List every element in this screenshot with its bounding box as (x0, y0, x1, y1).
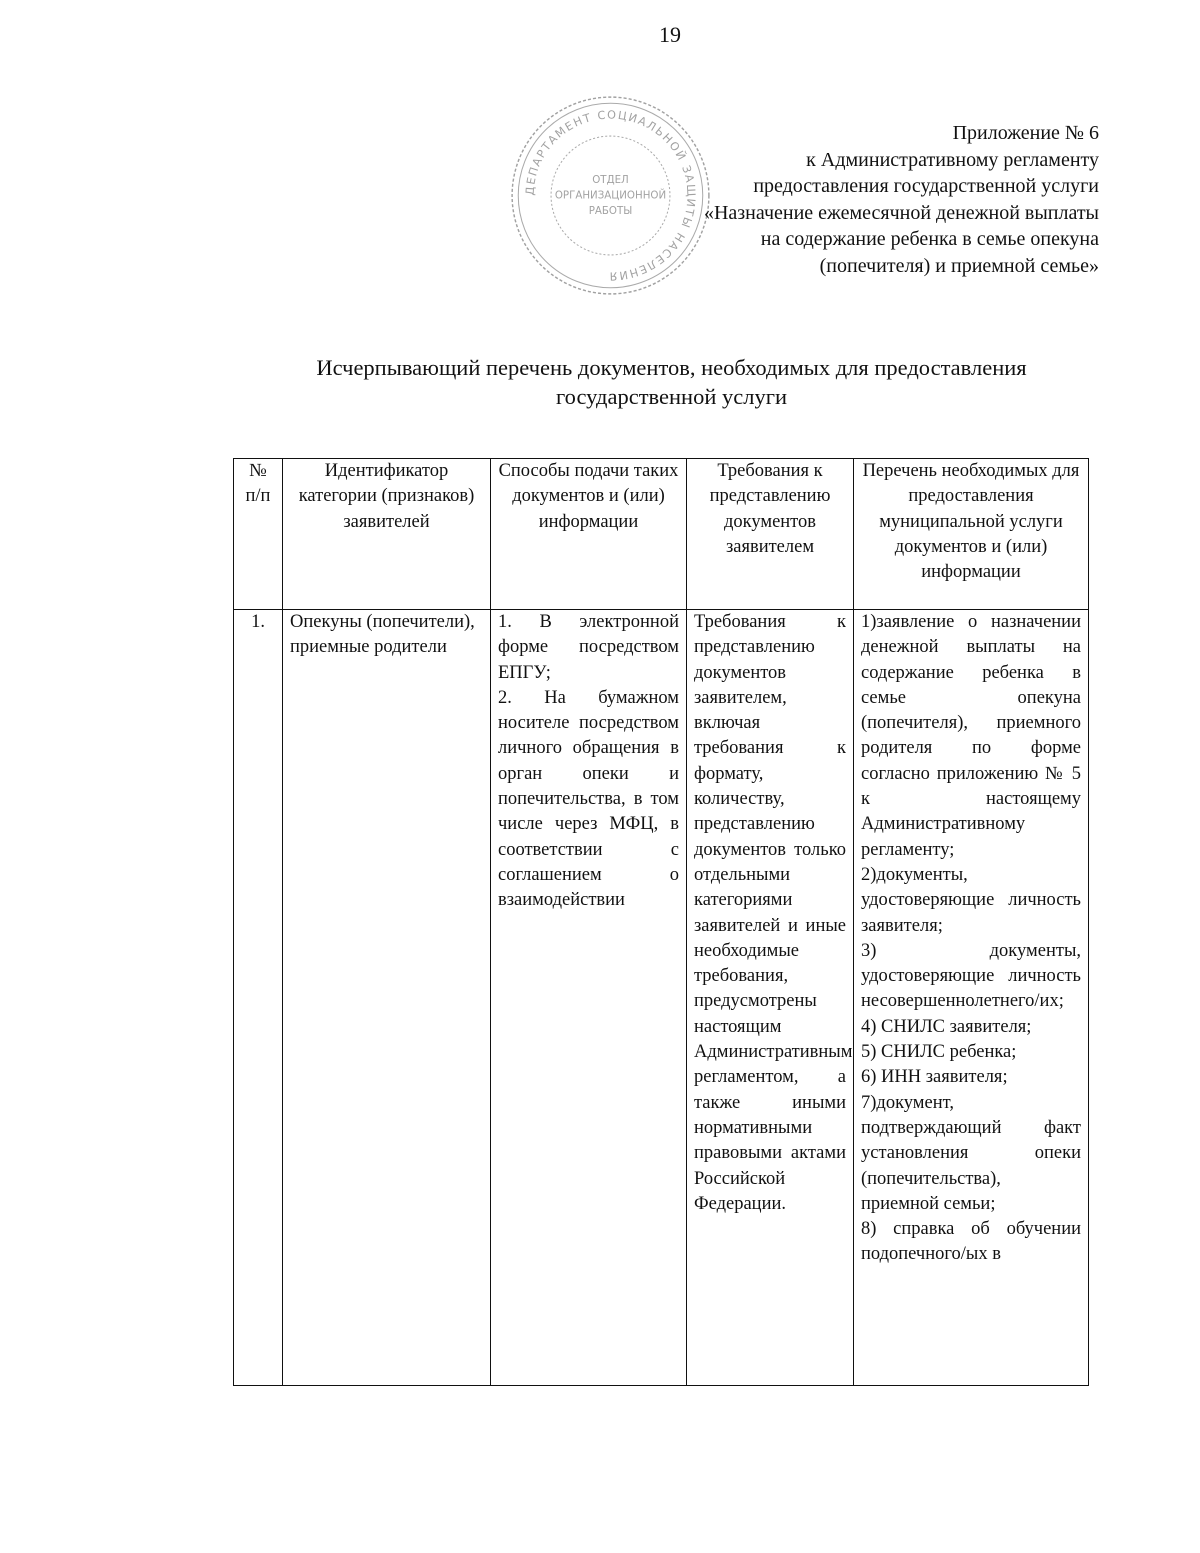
row-number: 1. (234, 610, 283, 1386)
appendix-line: «Назначение ежемесячной денежной выплаты (703, 201, 1099, 224)
organization-stamp (508, 93, 713, 298)
method-item: 1. В электронной форме посредством ЕПГУ; (498, 612, 679, 683)
appendix-line: к Административному регламенту (806, 148, 1099, 171)
document-item: 4) СНИЛС заявителя; (861, 1016, 1032, 1037)
document-item: 5) СНИЛС ребенка; (861, 1042, 1017, 1063)
appendix-line: Приложение № 6 (952, 122, 1099, 144)
appendix-line: (попечителя) и приемной семье» (819, 254, 1099, 277)
header-documents: Перечень необходимых для предоставления муниципальной услуги документов и (или) информации (854, 459, 1089, 610)
requirements-text: Требования к представлению документов заявителем, включая требования к формату, количеству, представлению документов только отдельными категориями заявителей и иные необходимые требования, предусмотрены настоящим Административным регламентом, а также иными нормативными правовыми актами Российской Федерации. (694, 612, 853, 1214)
row-methods (491, 610, 687, 1386)
stamp-line-3: РАБОТЫ (588, 204, 633, 217)
document-item: 6) ИНН заявителя; (861, 1067, 1008, 1088)
header-methods: Способы подачи таких документов и (или) информации (491, 459, 687, 610)
document-item: 7)документ, подтверждающий факт установления опеки (попечительства), приемной семьи; (861, 1092, 1081, 1214)
stamp-ring-text: ДЕПАРТАМЕНТ СОЦИАЛЬНОЙ ЗАЩИТЫ НАСЕЛЕНИЯ (523, 108, 698, 283)
appendix-header (704, 120, 1099, 279)
table-header-row (234, 459, 1089, 610)
stamp-line-1: ОТДЕЛ (592, 174, 629, 187)
title-line-1: Исчерпывающий перечень документов, необходимых для предоставления (316, 355, 1027, 380)
row-requirements (687, 610, 854, 1386)
page-number: 19 (659, 22, 681, 47)
stamp-line-2: ОРГАНИЗАЦИОННОЙ (554, 189, 667, 202)
table-row (234, 610, 1089, 1386)
row-documents (854, 610, 1089, 1386)
appendix-line: предоставления государственной услуги (753, 175, 1099, 197)
title-line-2: государственной услуги (556, 384, 787, 409)
document-item: 8) справка об обучении подопечного/ых в (861, 1219, 1081, 1265)
header-requirements: Требования к представлению документов заявителем (687, 459, 854, 610)
document-item: 1)заявление о назначении денежной выплаты на содержание ребенка в семье опекуна (попечителя), приемного родителя по форме согласно приложению № 5 к настоящему Административному регламенту; (861, 612, 1081, 860)
header-category: Идентификатор категории (признаков) заявителей (283, 459, 491, 610)
appendix-line: на содержание ребенка в семье опекуна (760, 228, 1099, 250)
method-item: 2. На бумажном носителе посредством личного обращения в орган опеки и попечительства, в том числе через МФЦ, в соответствии с соглашением о взаимодействии (498, 687, 679, 911)
document-item: 3) документы, удостоверяющие личность несовершеннолетнего/их; (861, 940, 1081, 1012)
documents-table (233, 458, 1089, 1386)
header-number: № п/п (234, 459, 283, 610)
document-title (234, 353, 1109, 411)
row-category: Опекуны (попечители), приемные родители (283, 610, 491, 1386)
document-item: 2)документы, удостоверяющие личность заявителя; (861, 864, 1081, 936)
